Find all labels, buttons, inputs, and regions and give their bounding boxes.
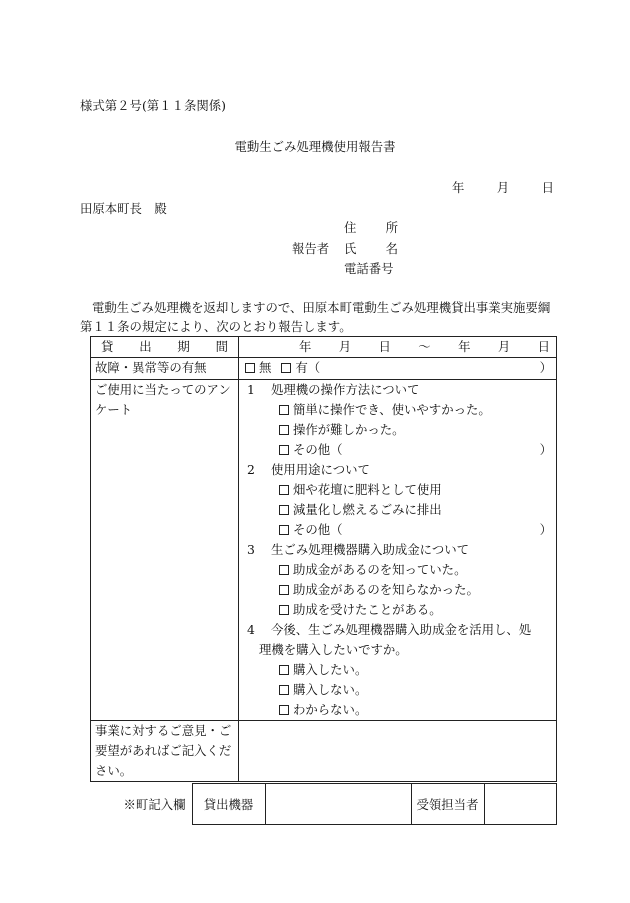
survey-label: ご使用に当たってのアンケート bbox=[91, 380, 239, 721]
q1-option-2[interactable]: 操作が難しかった。 bbox=[243, 420, 552, 440]
q4-option-2[interactable]: 購入しない。 bbox=[243, 680, 552, 700]
loan-period-label: 貸 出 期 間 bbox=[101, 339, 228, 354]
period-end-day: 日 bbox=[537, 339, 550, 354]
fault-label: 故障・異常等の有無 bbox=[91, 358, 239, 380]
period-start-month: 月 bbox=[338, 339, 352, 354]
q4-heading: 4 今後、生ごみ処理機器購入助成金を活用し、処 理機を購入したいですか。 bbox=[247, 622, 532, 657]
reporter-address-label: 住所 bbox=[344, 220, 398, 235]
q2-option-2[interactable]: 減量化し燃えるごみに排出 bbox=[243, 500, 552, 520]
device-label: 貸出機器 bbox=[192, 784, 265, 825]
row-loan-period bbox=[91, 337, 557, 358]
fault-none-checkbox[interactable]: 無 bbox=[243, 358, 271, 378]
q1-option-1[interactable]: 簡単に操作でき、使いやすかった。 bbox=[243, 400, 552, 420]
opinion-field[interactable] bbox=[239, 721, 557, 782]
report-table bbox=[90, 336, 557, 782]
q4-option-1[interactable]: 購入したい。 bbox=[243, 660, 552, 680]
row-survey bbox=[91, 380, 557, 721]
q1-heading: 1 処理機の操作方法について bbox=[247, 382, 420, 397]
q3-option-3[interactable]: 助成を受けたことがある。 bbox=[243, 600, 552, 620]
survey-content bbox=[239, 380, 557, 721]
date-day-label: 日 bbox=[541, 180, 554, 195]
q4-option-3[interactable]: わからない。 bbox=[243, 700, 552, 720]
period-start-day: 日 bbox=[378, 339, 391, 354]
q2-heading: 2 使用用途について bbox=[247, 462, 370, 477]
period-end-year: 年 bbox=[458, 339, 471, 354]
period-start-year: 年 bbox=[299, 339, 312, 354]
loan-period-value[interactable] bbox=[239, 337, 557, 358]
device-field[interactable] bbox=[265, 784, 411, 825]
addressee: 田原本町長 殿 bbox=[80, 201, 167, 216]
period-end-month: 月 bbox=[497, 339, 511, 354]
date-year-label: 年 bbox=[452, 180, 465, 195]
fault-close-paren: ） bbox=[539, 360, 552, 375]
document-title: 電動生ごみ処理機使用報告書 bbox=[234, 139, 396, 154]
opinion-label: 事業に対するご意見・ご要望があればご記入ください。 bbox=[91, 721, 239, 782]
q3-heading: 3 生ごみ処理機器購入助成金について bbox=[247, 542, 470, 557]
reporter-label: 報告者 bbox=[292, 241, 330, 256]
fault-yes-checkbox[interactable]: 有（ bbox=[279, 358, 320, 378]
period-tilde: ～ bbox=[418, 339, 431, 354]
q3-option-2[interactable]: 助成金があるのを知らなかった。 bbox=[243, 580, 552, 600]
reporter-name-label: 氏名 bbox=[344, 241, 398, 256]
form-number: 様式第２号(第１１条関係) bbox=[80, 98, 226, 113]
q2-option-3[interactable]: その他（ ） bbox=[243, 520, 552, 540]
report-date bbox=[452, 178, 554, 196]
town-use-label: ※町記入欄 bbox=[123, 797, 186, 812]
receiver-field[interactable] bbox=[484, 784, 557, 825]
receiver-label: 受領担当者 bbox=[411, 784, 484, 825]
office-use-table bbox=[90, 783, 557, 825]
q2-option-1[interactable]: 畑や花壇に肥料として使用 bbox=[243, 480, 552, 500]
fault-value bbox=[239, 358, 557, 380]
row-fault bbox=[91, 358, 557, 380]
reporter-phone-label: 電話番号 bbox=[344, 261, 394, 276]
q1-option-3[interactable]: その他（ ） bbox=[243, 440, 552, 460]
row-opinion bbox=[91, 721, 557, 782]
date-month-label: 月 bbox=[496, 180, 510, 195]
q3-option-1[interactable]: 助成金があるのを知っていた。 bbox=[243, 560, 552, 580]
intro-paragraph: 電動生ごみ処理機を返却しますので、田原本町電動生ごみ処理機貸出事業実施要綱第１１条の規定により、次のとおり報告します。 bbox=[80, 300, 551, 334]
